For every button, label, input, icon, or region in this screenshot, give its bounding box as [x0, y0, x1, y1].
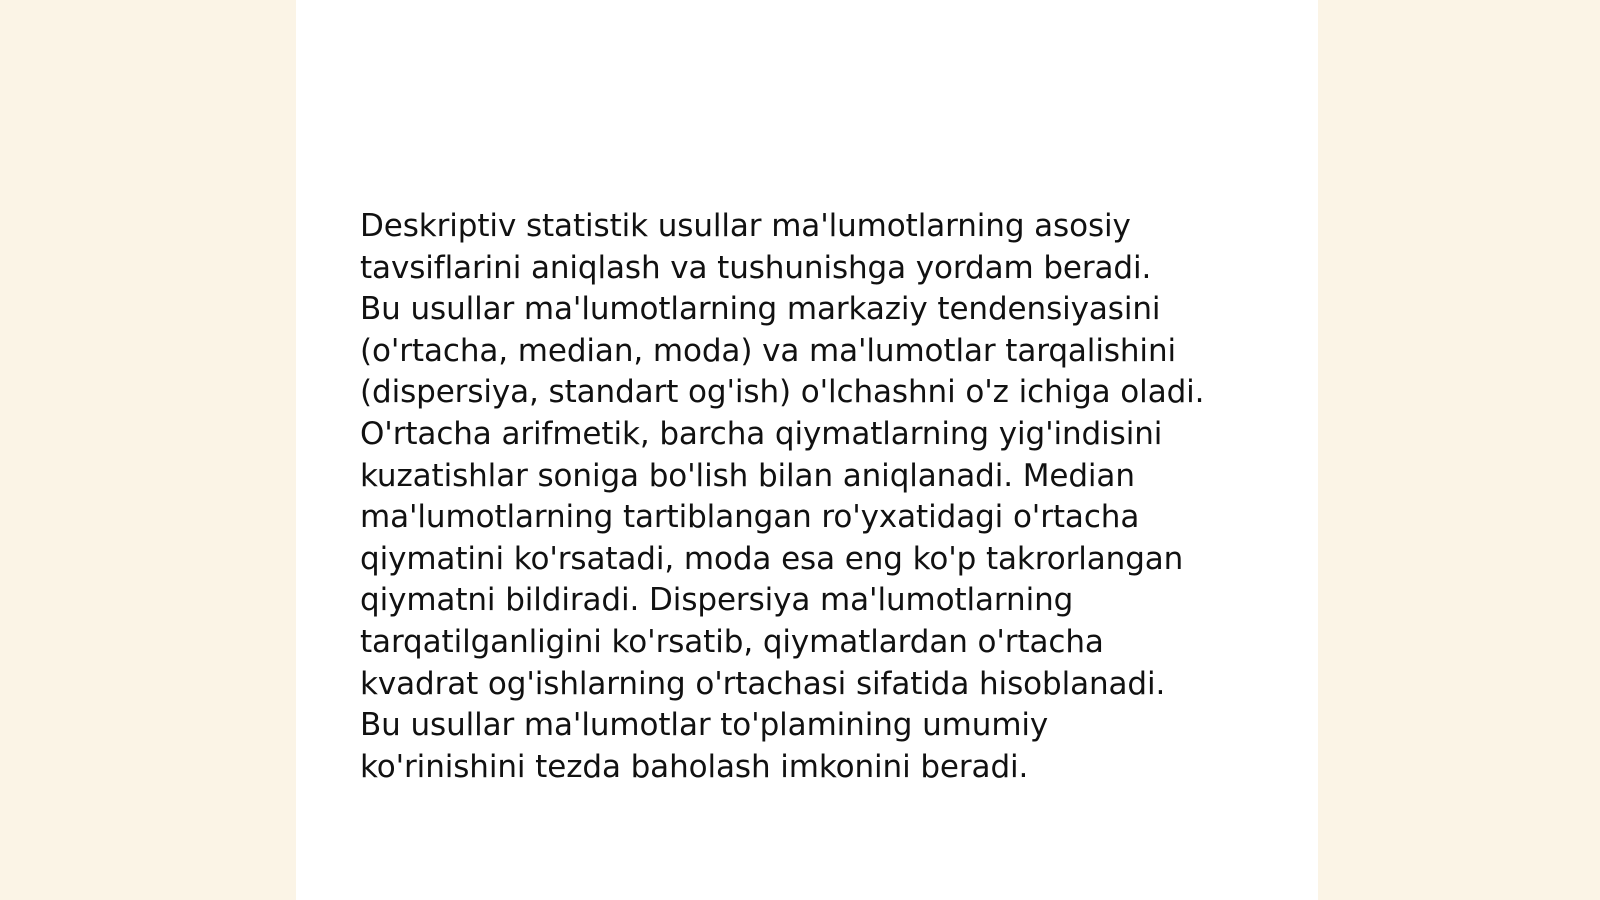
- paragraph-line: qiymatini ko'rsatadi, moda esa eng ko'p takrorlangan: [360, 540, 1184, 577]
- paragraph-line: kvadrat og'ishlarning o'rtachasi sifatida hisoblanadi.: [360, 665, 1166, 702]
- paragraph-line: kuzatishlar soniga bo'lish bilan aniqlanadi. Median: [360, 457, 1135, 494]
- paragraph-line: ma'lumotlarning tartiblangan ro'yxatidagi o'rtacha: [360, 499, 1140, 536]
- paragraph-line: ko'rinishini tezda baholash imkonini beradi.: [360, 748, 1029, 785]
- paragraph-line: O'rtacha arifmetik, barcha qiymatlarning yig'indisini: [360, 415, 1163, 452]
- paragraph-line: (dispersiya, standart og'ish) o'lchashni o'z ichiga oladi.: [360, 374, 1205, 411]
- paragraph-line: tavsiflarini aniqlash va tushunishga yordam beradi.: [360, 249, 1152, 286]
- slide-page: [296, 0, 1318, 900]
- paragraph-line: Bu usullar ma'lumotlarning markaziy tendensiyasini: [360, 291, 1161, 328]
- paragraph-line: Deskriptiv statistik usullar ma'lumotlarning asosiy: [360, 208, 1131, 244]
- paragraph-line: qiymatni bildiradi. Dispersiya ma'lumotlarning: [360, 582, 1074, 619]
- paragraph-line: tarqatilganligini ko'rsatib, qiymatlardan o'rtacha: [360, 623, 1104, 660]
- body-paragraph: [360, 206, 1260, 788]
- paragraph-line: Bu usullar ma'lumotlar to'plamining umumiy: [360, 707, 1049, 744]
- paragraph-line: (o'rtacha, median, moda) va ma'lumotlar tarqalishini: [360, 332, 1176, 369]
